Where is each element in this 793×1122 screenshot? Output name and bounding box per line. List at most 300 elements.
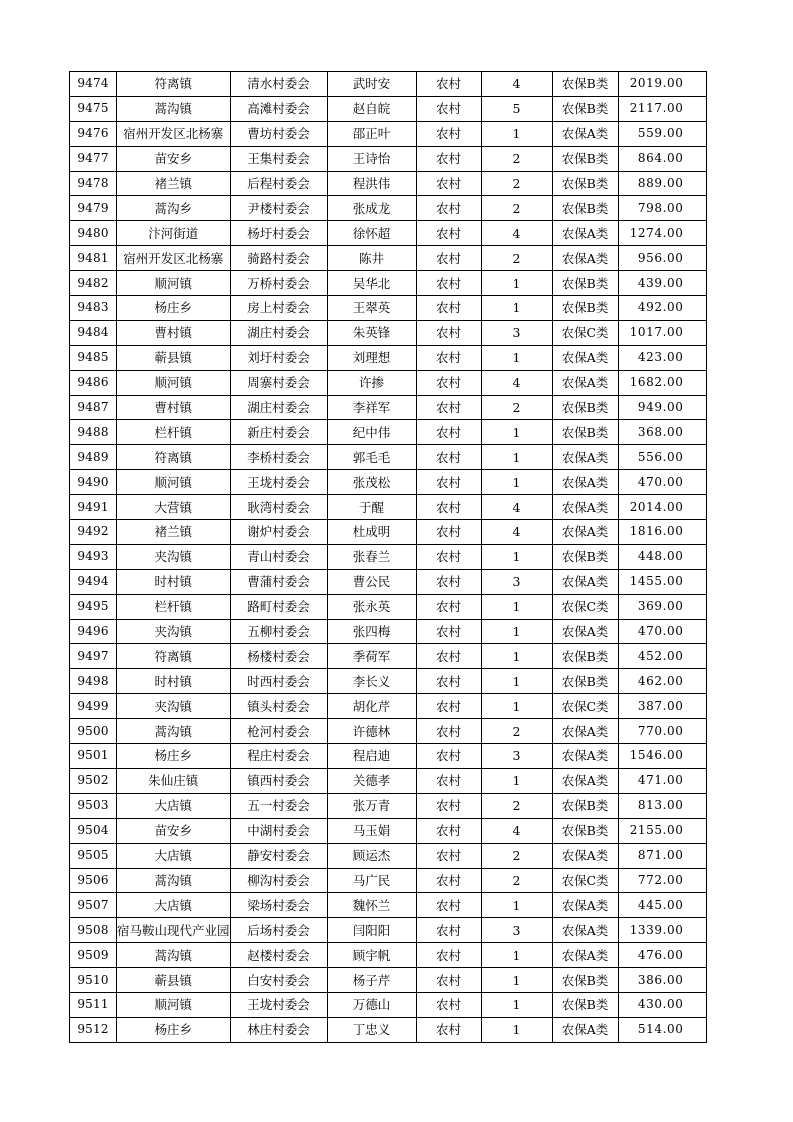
table-row: [70, 246, 707, 271]
area-type-cell: 农村: [416, 420, 481, 445]
amount-cell: 445.00: [618, 893, 706, 918]
town-text: 符离镇: [154, 76, 193, 92]
row-number-cell: 9494: [70, 569, 117, 594]
household-count-cell: 2: [481, 146, 552, 171]
town-text: 蒿沟镇: [154, 947, 193, 963]
area-type-cell: 农村: [416, 470, 481, 495]
person-name-cell: 许德林: [327, 719, 416, 744]
person-name-cell: 王诗怡: [327, 146, 416, 171]
town-cell: [117, 843, 231, 868]
table-row: [70, 395, 707, 420]
row-number-cell: 9488: [70, 420, 117, 445]
person-name-cell: 徐怀超: [327, 221, 416, 246]
town-cell: [117, 146, 231, 171]
town-cell: [117, 445, 231, 470]
household-count-cell: 1: [481, 544, 552, 569]
amount-cell: 770.00: [618, 719, 706, 744]
household-count-cell: 1: [481, 470, 552, 495]
amount-cell: 1339.00: [618, 918, 706, 943]
household-count-cell: 1: [481, 992, 552, 1017]
amount-cell: 462.00: [618, 669, 706, 694]
town-cell: [117, 221, 231, 246]
person-name-cell: 张成龙: [327, 196, 416, 221]
village-committee-cell: 曹蒲村委会: [230, 569, 327, 594]
area-type-cell: 农村: [416, 1017, 481, 1042]
household-count-cell: 4: [481, 221, 552, 246]
insurance-category-cell: 农保A类: [552, 495, 618, 520]
area-type-cell: 农村: [416, 171, 481, 196]
amount-cell: 386.00: [618, 968, 706, 993]
row-number-cell: 9500: [70, 719, 117, 744]
village-committee-cell: 白安村委会: [230, 968, 327, 993]
table-row: [70, 72, 707, 97]
row-number-cell: 9511: [70, 992, 117, 1017]
area-type-cell: 农村: [416, 619, 481, 644]
insurance-category-cell: 农保A类: [552, 221, 618, 246]
insurance-category-cell: 农保B类: [552, 146, 618, 171]
household-count-cell: 1: [481, 296, 552, 321]
village-committee-cell: 新庄村委会: [230, 420, 327, 445]
insurance-category-cell: 农保B类: [552, 669, 618, 694]
village-committee-cell: 刘圩村委会: [230, 345, 327, 370]
town-cell: [117, 345, 231, 370]
household-count-cell: 1: [481, 694, 552, 719]
amount-cell: 423.00: [618, 345, 706, 370]
insurance-category-cell: 农保B类: [552, 818, 618, 843]
town-cell: [117, 744, 231, 769]
person-name-cell: 万德山: [327, 992, 416, 1017]
household-count-cell: 4: [481, 520, 552, 545]
insurance-category-cell: 农保A类: [552, 569, 618, 594]
area-type-cell: 农村: [416, 495, 481, 520]
area-type-cell: 农村: [416, 868, 481, 893]
village-committee-cell: 柳沟村委会: [230, 868, 327, 893]
village-committee-cell: 李桥村委会: [230, 445, 327, 470]
row-number-cell: 9504: [70, 818, 117, 843]
table-row: [70, 893, 707, 918]
amount-cell: 1816.00: [618, 520, 706, 545]
household-count-cell: 2: [481, 246, 552, 271]
amount-cell: 1017.00: [618, 320, 706, 345]
town-text: 顺河镇: [154, 275, 193, 291]
row-number-cell: 9474: [70, 72, 117, 97]
town-text: 大店镇: [154, 848, 193, 864]
household-count-cell: 1: [481, 594, 552, 619]
village-committee-cell: 五柳村委会: [230, 619, 327, 644]
town-cell: [117, 793, 231, 818]
area-type-cell: 农村: [416, 694, 481, 719]
person-name-cell: 张永英: [327, 594, 416, 619]
household-count-cell: 3: [481, 744, 552, 769]
village-committee-cell: 后程村委会: [230, 171, 327, 196]
table-row: [70, 96, 707, 121]
village-committee-cell: 时西村委会: [230, 669, 327, 694]
area-type-cell: 农村: [416, 719, 481, 744]
area-type-cell: 农村: [416, 968, 481, 993]
person-name-cell: 闫阳阳: [327, 918, 416, 943]
town-cell: [117, 96, 231, 121]
town-text: 曹村镇: [154, 325, 193, 341]
town-text: 朱仙庄镇: [148, 773, 199, 789]
village-committee-cell: 镇西村委会: [230, 768, 327, 793]
village-committee-cell: 五一村委会: [230, 793, 327, 818]
insurance-category-cell: 农保A类: [552, 619, 618, 644]
row-number-cell: 9475: [70, 96, 117, 121]
town-text: 曹村镇: [154, 400, 193, 416]
table-row: [70, 968, 707, 993]
amount-cell: 387.00: [618, 694, 706, 719]
town-cell: [117, 495, 231, 520]
table-row: [70, 345, 707, 370]
row-number-cell: 9483: [70, 296, 117, 321]
area-type-cell: 农村: [416, 793, 481, 818]
village-committee-cell: 骑路村委会: [230, 246, 327, 271]
town-text: 栏杆镇: [154, 599, 193, 615]
town-cell: [117, 196, 231, 221]
town-text: 顺河镇: [154, 997, 193, 1013]
person-name-cell: 顾宇帆: [327, 943, 416, 968]
insurance-category-cell: 农保A类: [552, 744, 618, 769]
town-text: 大店镇: [154, 897, 193, 913]
amount-cell: 949.00: [618, 395, 706, 420]
insurance-category-cell: 农保A类: [552, 943, 618, 968]
amount-cell: 430.00: [618, 992, 706, 1017]
amount-cell: 1546.00: [618, 744, 706, 769]
village-committee-cell: 林庄村委会: [230, 1017, 327, 1042]
insurance-category-cell: 农保A类: [552, 1017, 618, 1042]
household-count-cell: 1: [481, 345, 552, 370]
insurance-category-cell: 农保B类: [552, 793, 618, 818]
table-row: [70, 171, 707, 196]
person-name-cell: 张四梅: [327, 619, 416, 644]
village-committee-cell: 湖庄村委会: [230, 395, 327, 420]
town-text: 大店镇: [154, 798, 193, 814]
table-row: [70, 768, 707, 793]
household-count-cell: 4: [481, 495, 552, 520]
town-cell: [117, 246, 231, 271]
person-name-cell: 郭毛毛: [327, 445, 416, 470]
table-row: [70, 818, 707, 843]
table-row: [70, 694, 707, 719]
person-name-cell: 李祥军: [327, 395, 416, 420]
amount-cell: 813.00: [618, 793, 706, 818]
insurance-category-cell: 农保B类: [552, 271, 618, 296]
amount-cell: 369.00: [618, 594, 706, 619]
person-name-cell: 曹公民: [327, 569, 416, 594]
row-number-cell: 9498: [70, 669, 117, 694]
table-row: [70, 669, 707, 694]
village-committee-cell: 耿湾村委会: [230, 495, 327, 520]
table-row: [70, 146, 707, 171]
person-name-cell: 张春兰: [327, 544, 416, 569]
town-text: 顺河镇: [154, 474, 193, 490]
town-cell: [117, 121, 231, 146]
row-number-cell: 9487: [70, 395, 117, 420]
area-type-cell: 农村: [416, 345, 481, 370]
row-number-cell: 9486: [70, 370, 117, 395]
town-cell: [117, 320, 231, 345]
town-cell: [117, 271, 231, 296]
insurance-category-cell: 农保B类: [552, 196, 618, 221]
table-row: [70, 992, 707, 1017]
town-text: 栏杆镇: [154, 424, 193, 440]
household-count-cell: 1: [481, 420, 552, 445]
village-committee-cell: 王集村委会: [230, 146, 327, 171]
household-count-cell: 4: [481, 72, 552, 97]
person-name-cell: 朱英锋: [327, 320, 416, 345]
town-text: 大营镇: [154, 499, 193, 515]
amount-cell: 1682.00: [618, 370, 706, 395]
village-committee-cell: 镇头村委会: [230, 694, 327, 719]
town-cell: [117, 968, 231, 993]
household-count-cell: 1: [481, 619, 552, 644]
table-row: [70, 320, 707, 345]
town-text: 符离镇: [154, 648, 193, 664]
household-count-cell: 2: [481, 843, 552, 868]
table-row: [70, 271, 707, 296]
village-committee-cell: 湖庄村委会: [230, 320, 327, 345]
person-name-cell: 李长义: [327, 669, 416, 694]
table-row: [70, 221, 707, 246]
household-count-cell: 1: [481, 121, 552, 146]
village-committee-cell: 后场村委会: [230, 918, 327, 943]
row-number-cell: 9480: [70, 221, 117, 246]
person-name-cell: 丁忠义: [327, 1017, 416, 1042]
row-number-cell: 9482: [70, 271, 117, 296]
household-count-cell: 1: [481, 943, 552, 968]
household-count-cell: 2: [481, 793, 552, 818]
household-count-cell: 1: [481, 445, 552, 470]
household-count-cell: 3: [481, 918, 552, 943]
household-count-cell: 2: [481, 719, 552, 744]
row-number-cell: 9499: [70, 694, 117, 719]
town-text: 夹沟镇: [154, 549, 193, 565]
town-cell: [117, 868, 231, 893]
area-type-cell: 农村: [416, 271, 481, 296]
person-name-cell: 程启迪: [327, 744, 416, 769]
person-name-cell: 顾运杰: [327, 843, 416, 868]
town-cell: [117, 943, 231, 968]
person-name-cell: 邵正叶: [327, 121, 416, 146]
area-type-cell: 农村: [416, 669, 481, 694]
table-row: [70, 868, 707, 893]
person-name-cell: 赵自皖: [327, 96, 416, 121]
area-type-cell: 农村: [416, 146, 481, 171]
town-cell: [117, 72, 231, 97]
person-name-cell: 武时安: [327, 72, 416, 97]
amount-cell: 470.00: [618, 470, 706, 495]
table-row: [70, 296, 707, 321]
town-text: 夹沟镇: [154, 624, 193, 640]
table-row: [70, 793, 707, 818]
town-text: 蒿沟镇: [154, 101, 193, 117]
row-number-cell: 9502: [70, 768, 117, 793]
row-number-cell: 9478: [70, 171, 117, 196]
town-cell: [117, 694, 231, 719]
area-type-cell: 农村: [416, 569, 481, 594]
area-type-cell: 农村: [416, 594, 481, 619]
town-cell: [117, 992, 231, 1017]
row-number-cell: 9501: [70, 744, 117, 769]
household-count-cell: 4: [481, 370, 552, 395]
row-number-cell: 9492: [70, 520, 117, 545]
person-name-cell: 马玉娟: [327, 818, 416, 843]
town-cell: [117, 918, 231, 943]
table-row: [70, 744, 707, 769]
amount-cell: 439.00: [618, 271, 706, 296]
town-text: 杨庄乡: [154, 748, 193, 764]
area-type-cell: 农村: [416, 744, 481, 769]
area-type-cell: 农村: [416, 992, 481, 1017]
amount-cell: 476.00: [618, 943, 706, 968]
row-number-cell: 9506: [70, 868, 117, 893]
town-cell: [117, 818, 231, 843]
person-name-cell: 胡化芹: [327, 694, 416, 719]
area-type-cell: 农村: [416, 196, 481, 221]
area-type-cell: 农村: [416, 246, 481, 271]
amount-cell: 2019.00: [618, 72, 706, 97]
town-cell: [117, 544, 231, 569]
table-row: [70, 918, 707, 943]
area-type-cell: 农村: [416, 520, 481, 545]
amount-cell: 452.00: [618, 644, 706, 669]
amount-cell: 556.00: [618, 445, 706, 470]
amount-cell: 1455.00: [618, 569, 706, 594]
insurance-category-cell: 农保C类: [552, 694, 618, 719]
table-row: [70, 196, 707, 221]
town-text: 时村镇: [154, 673, 193, 689]
town-text: 宿州开发区北杨寨: [123, 250, 224, 266]
table-row: [70, 619, 707, 644]
person-name-cell: 魏怀兰: [327, 893, 416, 918]
table-row: [70, 370, 707, 395]
insurance-category-cell: 农保B类: [552, 968, 618, 993]
amount-cell: 559.00: [618, 121, 706, 146]
table-body: [70, 72, 707, 1043]
row-number-cell: 9503: [70, 793, 117, 818]
town-cell: [117, 470, 231, 495]
town-cell: [117, 644, 231, 669]
household-count-cell: 1: [481, 1017, 552, 1042]
town-cell: [117, 395, 231, 420]
row-number-cell: 9507: [70, 893, 117, 918]
insurance-category-cell: 农保A类: [552, 445, 618, 470]
town-text: 杨庄乡: [154, 1022, 193, 1038]
household-count-cell: 1: [481, 893, 552, 918]
row-number-cell: 9490: [70, 470, 117, 495]
town-text: 汴河街道: [148, 225, 199, 241]
row-number-cell: 9484: [70, 320, 117, 345]
town-cell: [117, 619, 231, 644]
town-cell: [117, 1017, 231, 1042]
table-row: [70, 420, 707, 445]
area-type-cell: 农村: [416, 72, 481, 97]
town-text: 蒿沟镇: [154, 872, 193, 888]
insurance-category-cell: 农保A类: [552, 843, 618, 868]
household-count-cell: 3: [481, 320, 552, 345]
village-committee-cell: 杨圩村委会: [230, 221, 327, 246]
town-cell: [117, 296, 231, 321]
row-number-cell: 9497: [70, 644, 117, 669]
area-type-cell: 农村: [416, 395, 481, 420]
area-type-cell: 农村: [416, 843, 481, 868]
household-count-cell: 1: [481, 271, 552, 296]
household-count-cell: 4: [481, 818, 552, 843]
town-cell: [117, 893, 231, 918]
person-name-cell: 杜成明: [327, 520, 416, 545]
area-type-cell: 农村: [416, 644, 481, 669]
amount-cell: 492.00: [618, 296, 706, 321]
amount-cell: 1274.00: [618, 221, 706, 246]
town-cell: [117, 719, 231, 744]
table-row: [70, 943, 707, 968]
town-cell: [117, 370, 231, 395]
table-row: [70, 445, 707, 470]
table-row: [70, 520, 707, 545]
household-count-cell: 5: [481, 96, 552, 121]
insurance-category-cell: 农保A类: [552, 893, 618, 918]
village-committee-cell: 杨楼村委会: [230, 644, 327, 669]
insurance-category-cell: 农保A类: [552, 719, 618, 744]
town-text: 杨庄乡: [154, 300, 193, 316]
table-row: [70, 470, 707, 495]
insurance-category-cell: 农保B类: [552, 644, 618, 669]
town-text: 宿州开发区北杨寨: [123, 126, 224, 142]
insurance-category-cell: 农保B类: [552, 72, 618, 97]
person-name-cell: 吴华北: [327, 271, 416, 296]
village-committee-cell: 程庄村委会: [230, 744, 327, 769]
insurance-category-cell: 农保C类: [552, 320, 618, 345]
row-number-cell: 9481: [70, 246, 117, 271]
area-type-cell: 农村: [416, 221, 481, 246]
village-committee-cell: 路町村委会: [230, 594, 327, 619]
row-number-cell: 9476: [70, 121, 117, 146]
insurance-category-cell: 农保A类: [552, 520, 618, 545]
insurance-category-cell: 农保A类: [552, 246, 618, 271]
row-number-cell: 9510: [70, 968, 117, 993]
amount-cell: 889.00: [618, 171, 706, 196]
household-count-cell: 1: [481, 669, 552, 694]
person-name-cell: 纪中伟: [327, 420, 416, 445]
town-cell: [117, 520, 231, 545]
insurance-category-cell: 农保A类: [552, 768, 618, 793]
town-text: 苗安乡: [154, 151, 193, 167]
household-count-cell: 2: [481, 196, 552, 221]
area-type-cell: 农村: [416, 96, 481, 121]
row-number-cell: 9495: [70, 594, 117, 619]
table-row: [70, 569, 707, 594]
insurance-category-cell: 农保A类: [552, 470, 618, 495]
amount-cell: 864.00: [618, 146, 706, 171]
town-text: 蒿沟镇: [154, 723, 193, 739]
village-committee-cell: 曹坊村委会: [230, 121, 327, 146]
insurance-category-cell: 农保A类: [552, 121, 618, 146]
household-count-cell: 3: [481, 569, 552, 594]
row-number-cell: 9491: [70, 495, 117, 520]
person-name-cell: 陈井: [327, 246, 416, 271]
amount-cell: 798.00: [618, 196, 706, 221]
row-number-cell: 9485: [70, 345, 117, 370]
village-committee-cell: 梁场村委会: [230, 893, 327, 918]
town-text: 蕲县镇: [154, 972, 193, 988]
village-committee-cell: 万桥村委会: [230, 271, 327, 296]
area-type-cell: 农村: [416, 768, 481, 793]
insurance-category-cell: 农保B类: [552, 96, 618, 121]
town-cell: [117, 569, 231, 594]
town-text: 宿马鞍山现代产业园: [117, 922, 230, 938]
household-count-cell: 2: [481, 395, 552, 420]
village-committee-cell: 高滩村委会: [230, 96, 327, 121]
